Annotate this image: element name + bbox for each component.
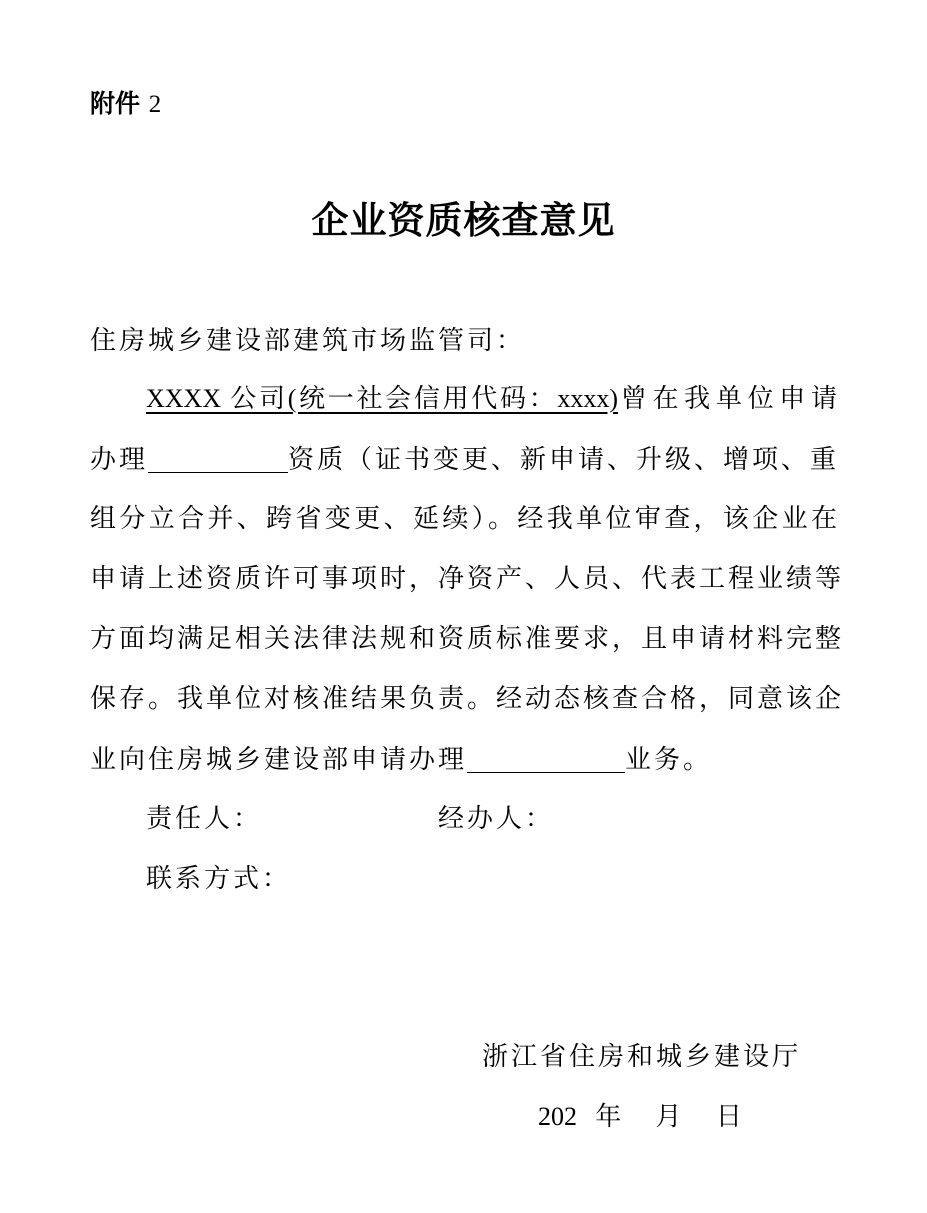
contact-label: 联系方式： — [146, 864, 292, 894]
body-line-1 — [146, 386, 840, 412]
body-line-4: 申请上述资质许可事项时，净资产、人员、代表工程业绩等 — [90, 564, 845, 594]
company-name: XXXX 公司(统一社会信用代码：xxxx) — [146, 384, 619, 413]
responsible-person-label: 责任人： — [146, 804, 263, 834]
month-char: 月 — [655, 1102, 682, 1132]
qualification-blank — [148, 446, 288, 473]
body-line-7-post: 业务。 — [625, 745, 713, 775]
issuing-organization: 浙江省住房和城乡建设厅 — [482, 1042, 802, 1072]
date-line — [538, 1104, 742, 1130]
year-char: 年 — [595, 1102, 622, 1132]
business-blank — [467, 746, 625, 773]
body-line-6: 保存。我单位对核准结果负责。经动态核查合格，同意该企 — [90, 684, 845, 714]
body-line-3: 组分立合并、跨省变更、延续）。经我单位审查，该企业在 — [90, 504, 840, 534]
attachment-label-text: 附件 — [90, 89, 141, 118]
handler-label: 经办人： — [438, 804, 555, 834]
body-line-1-rest: 曾在我单位申请 — [618, 384, 840, 414]
body-line-7-pre: 业向住房城乡建设部申请办理 — [90, 745, 468, 775]
attachment-label — [90, 84, 161, 120]
body-line-5: 方面均满足相关法律法规和资质标准要求，且申请材料完整 — [90, 624, 845, 654]
addressee: 住房城乡建设部建筑市场监管司： — [90, 326, 526, 356]
body-line-2-pre: 办理 — [90, 445, 149, 475]
document-title: 企业资质核查意见 — [311, 198, 616, 242]
body-line-2-post: 资质（证书变更、新申请、升级、增项、重 — [288, 445, 840, 475]
date-year: 202 — [538, 1102, 577, 1131]
body-line-2 — [90, 446, 840, 473]
attachment-number: 2 — [148, 91, 162, 118]
day-char: 日 — [715, 1102, 742, 1132]
body-line-7 — [90, 746, 840, 773]
